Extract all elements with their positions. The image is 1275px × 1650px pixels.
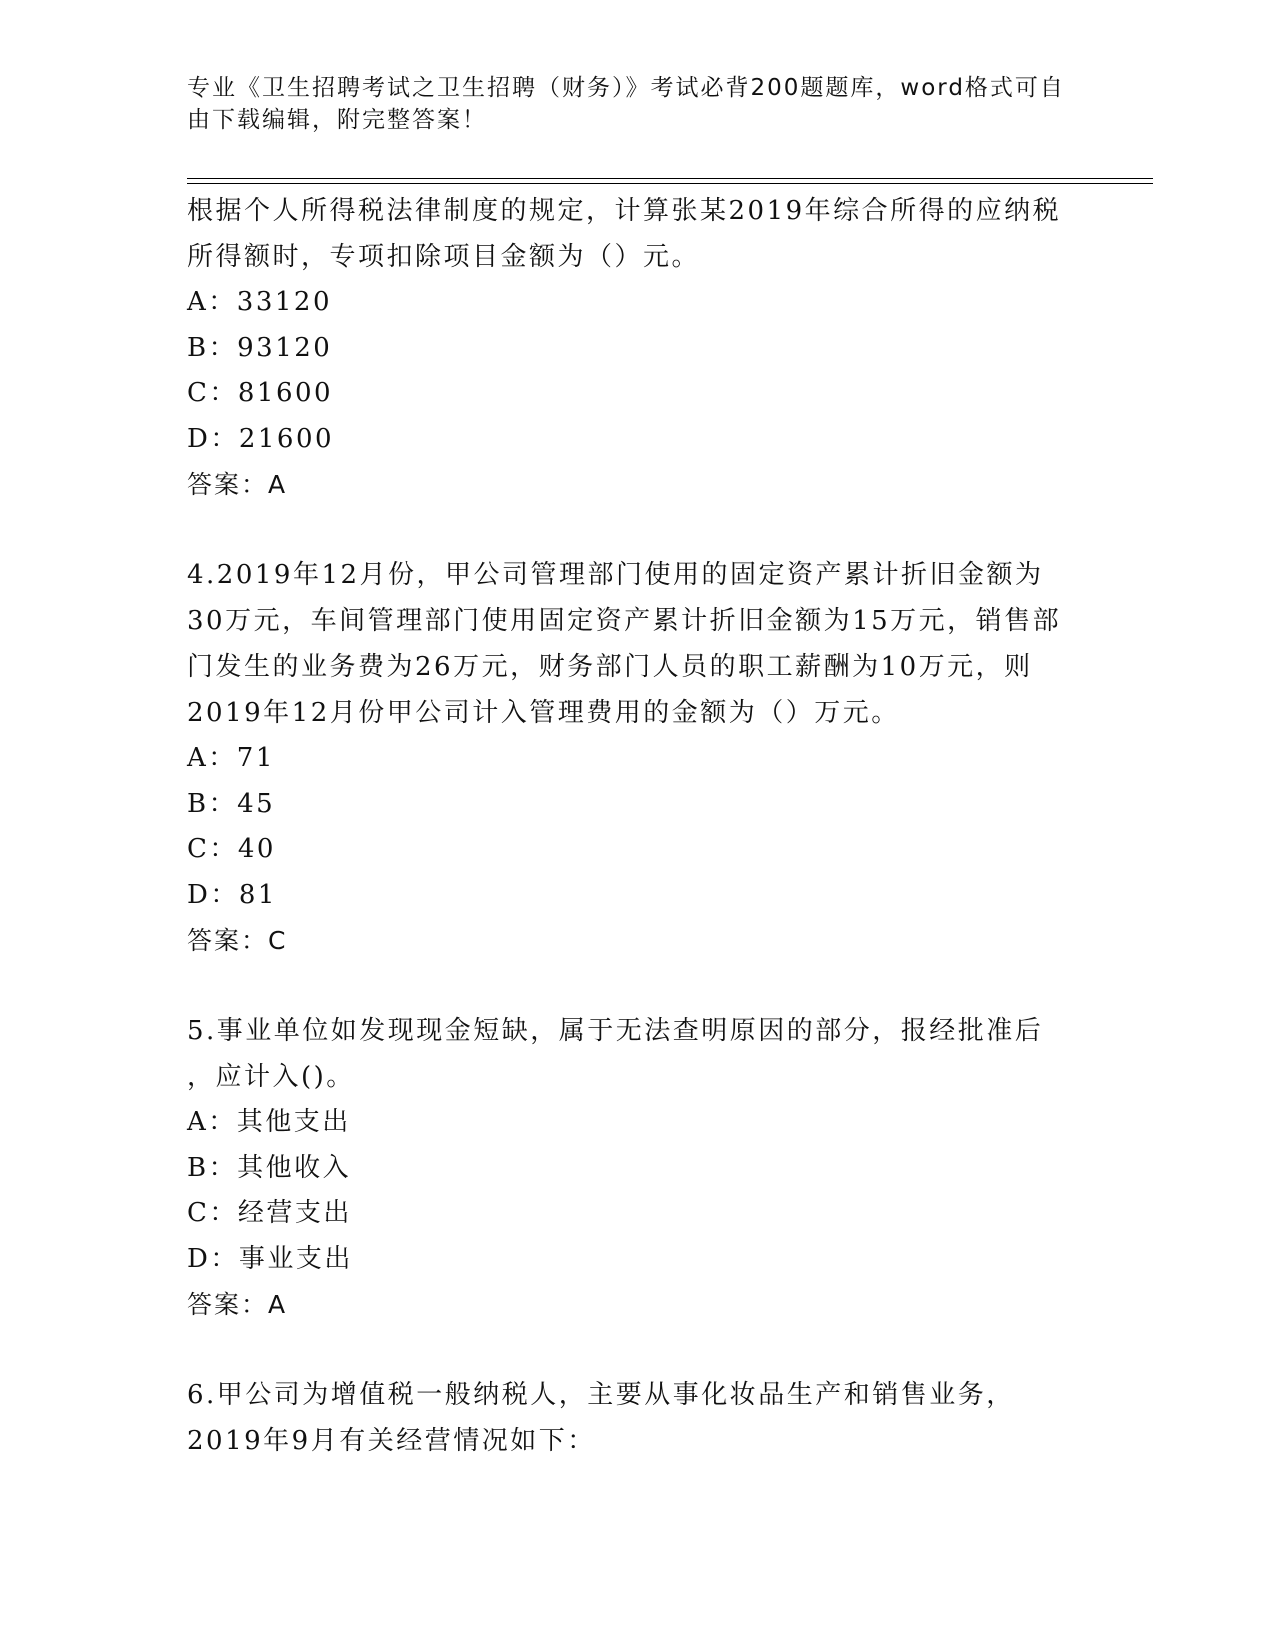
- option-c: C：40: [187, 834, 276, 864]
- question-spacer: [187, 508, 1087, 552]
- option-b: B：93120: [187, 332, 333, 363]
- question-spacer: [187, 964, 1087, 1008]
- question-text-line: 6.甲公司为增值税一般纳税人，主要从事化妆品生产和销售业务，: [187, 1380, 1015, 1410]
- question-text-line: 2019年9月有关经营情况如下：: [187, 1426, 596, 1456]
- question-text-line: 4.2019年12月份，甲公司管理部门使用的固定资产累计折旧金额为: [187, 560, 1044, 590]
- question-spacer: [187, 1328, 1087, 1372]
- answer-line: 答案：A: [187, 470, 288, 499]
- option-a: A：其他支出: [187, 1107, 351, 1137]
- option-d: D：21600: [187, 423, 335, 454]
- question-list: [187, 188, 1087, 1464]
- option-c: C：81600: [187, 378, 334, 408]
- question-text-line: 根据个人所得税法律制度的规定，计算张某2019年综合所得的应纳税: [187, 196, 1062, 226]
- question-block: [187, 188, 1087, 508]
- question-text-line: 30万元，车间管理部门使用固定资产累计折旧金额为15万元，销售部: [187, 606, 1062, 636]
- question-text-line: 所得额时，专项扣除项目金额为（）元。: [187, 242, 701, 272]
- header-divider-bottom: [187, 183, 1153, 184]
- option-b: B：45: [187, 788, 276, 819]
- option-a: A：71: [187, 743, 275, 773]
- question-text-line: 2019年12月份甲公司计入管理费用的金额为（）万元。: [187, 698, 900, 728]
- header-line-1: 专业《卫生招聘考试之卫生招聘（财务）》考试必背200题题库，word格式可自: [187, 75, 1065, 101]
- option-b: B：其他收入: [187, 1152, 352, 1183]
- answer-line: 答案：C: [187, 926, 288, 955]
- answer-line: 答案：A: [187, 1290, 288, 1319]
- option-d: D：81: [187, 879, 277, 910]
- option-d: D：事业支出: [187, 1243, 353, 1274]
- option-a: A：33120: [187, 287, 332, 317]
- question-text-line: ，应计入()。: [187, 1062, 355, 1092]
- option-c: C：经营支出: [187, 1198, 352, 1228]
- header-line-2: 由下载编辑，附完整答案！: [187, 107, 487, 133]
- document-header: [187, 72, 1067, 136]
- question-block: [187, 552, 1087, 964]
- header-divider-top: [187, 178, 1153, 179]
- question-block: [187, 1008, 1087, 1328]
- question-text-line: 5.事业单位如发现现金短缺，属于无法查明原因的部分，报经批准后: [187, 1016, 1044, 1046]
- question-block: [187, 1372, 1087, 1464]
- question-text-line: 门发生的业务费为26万元，财务部门人员的职工薪酬为10万元，则: [187, 652, 1033, 682]
